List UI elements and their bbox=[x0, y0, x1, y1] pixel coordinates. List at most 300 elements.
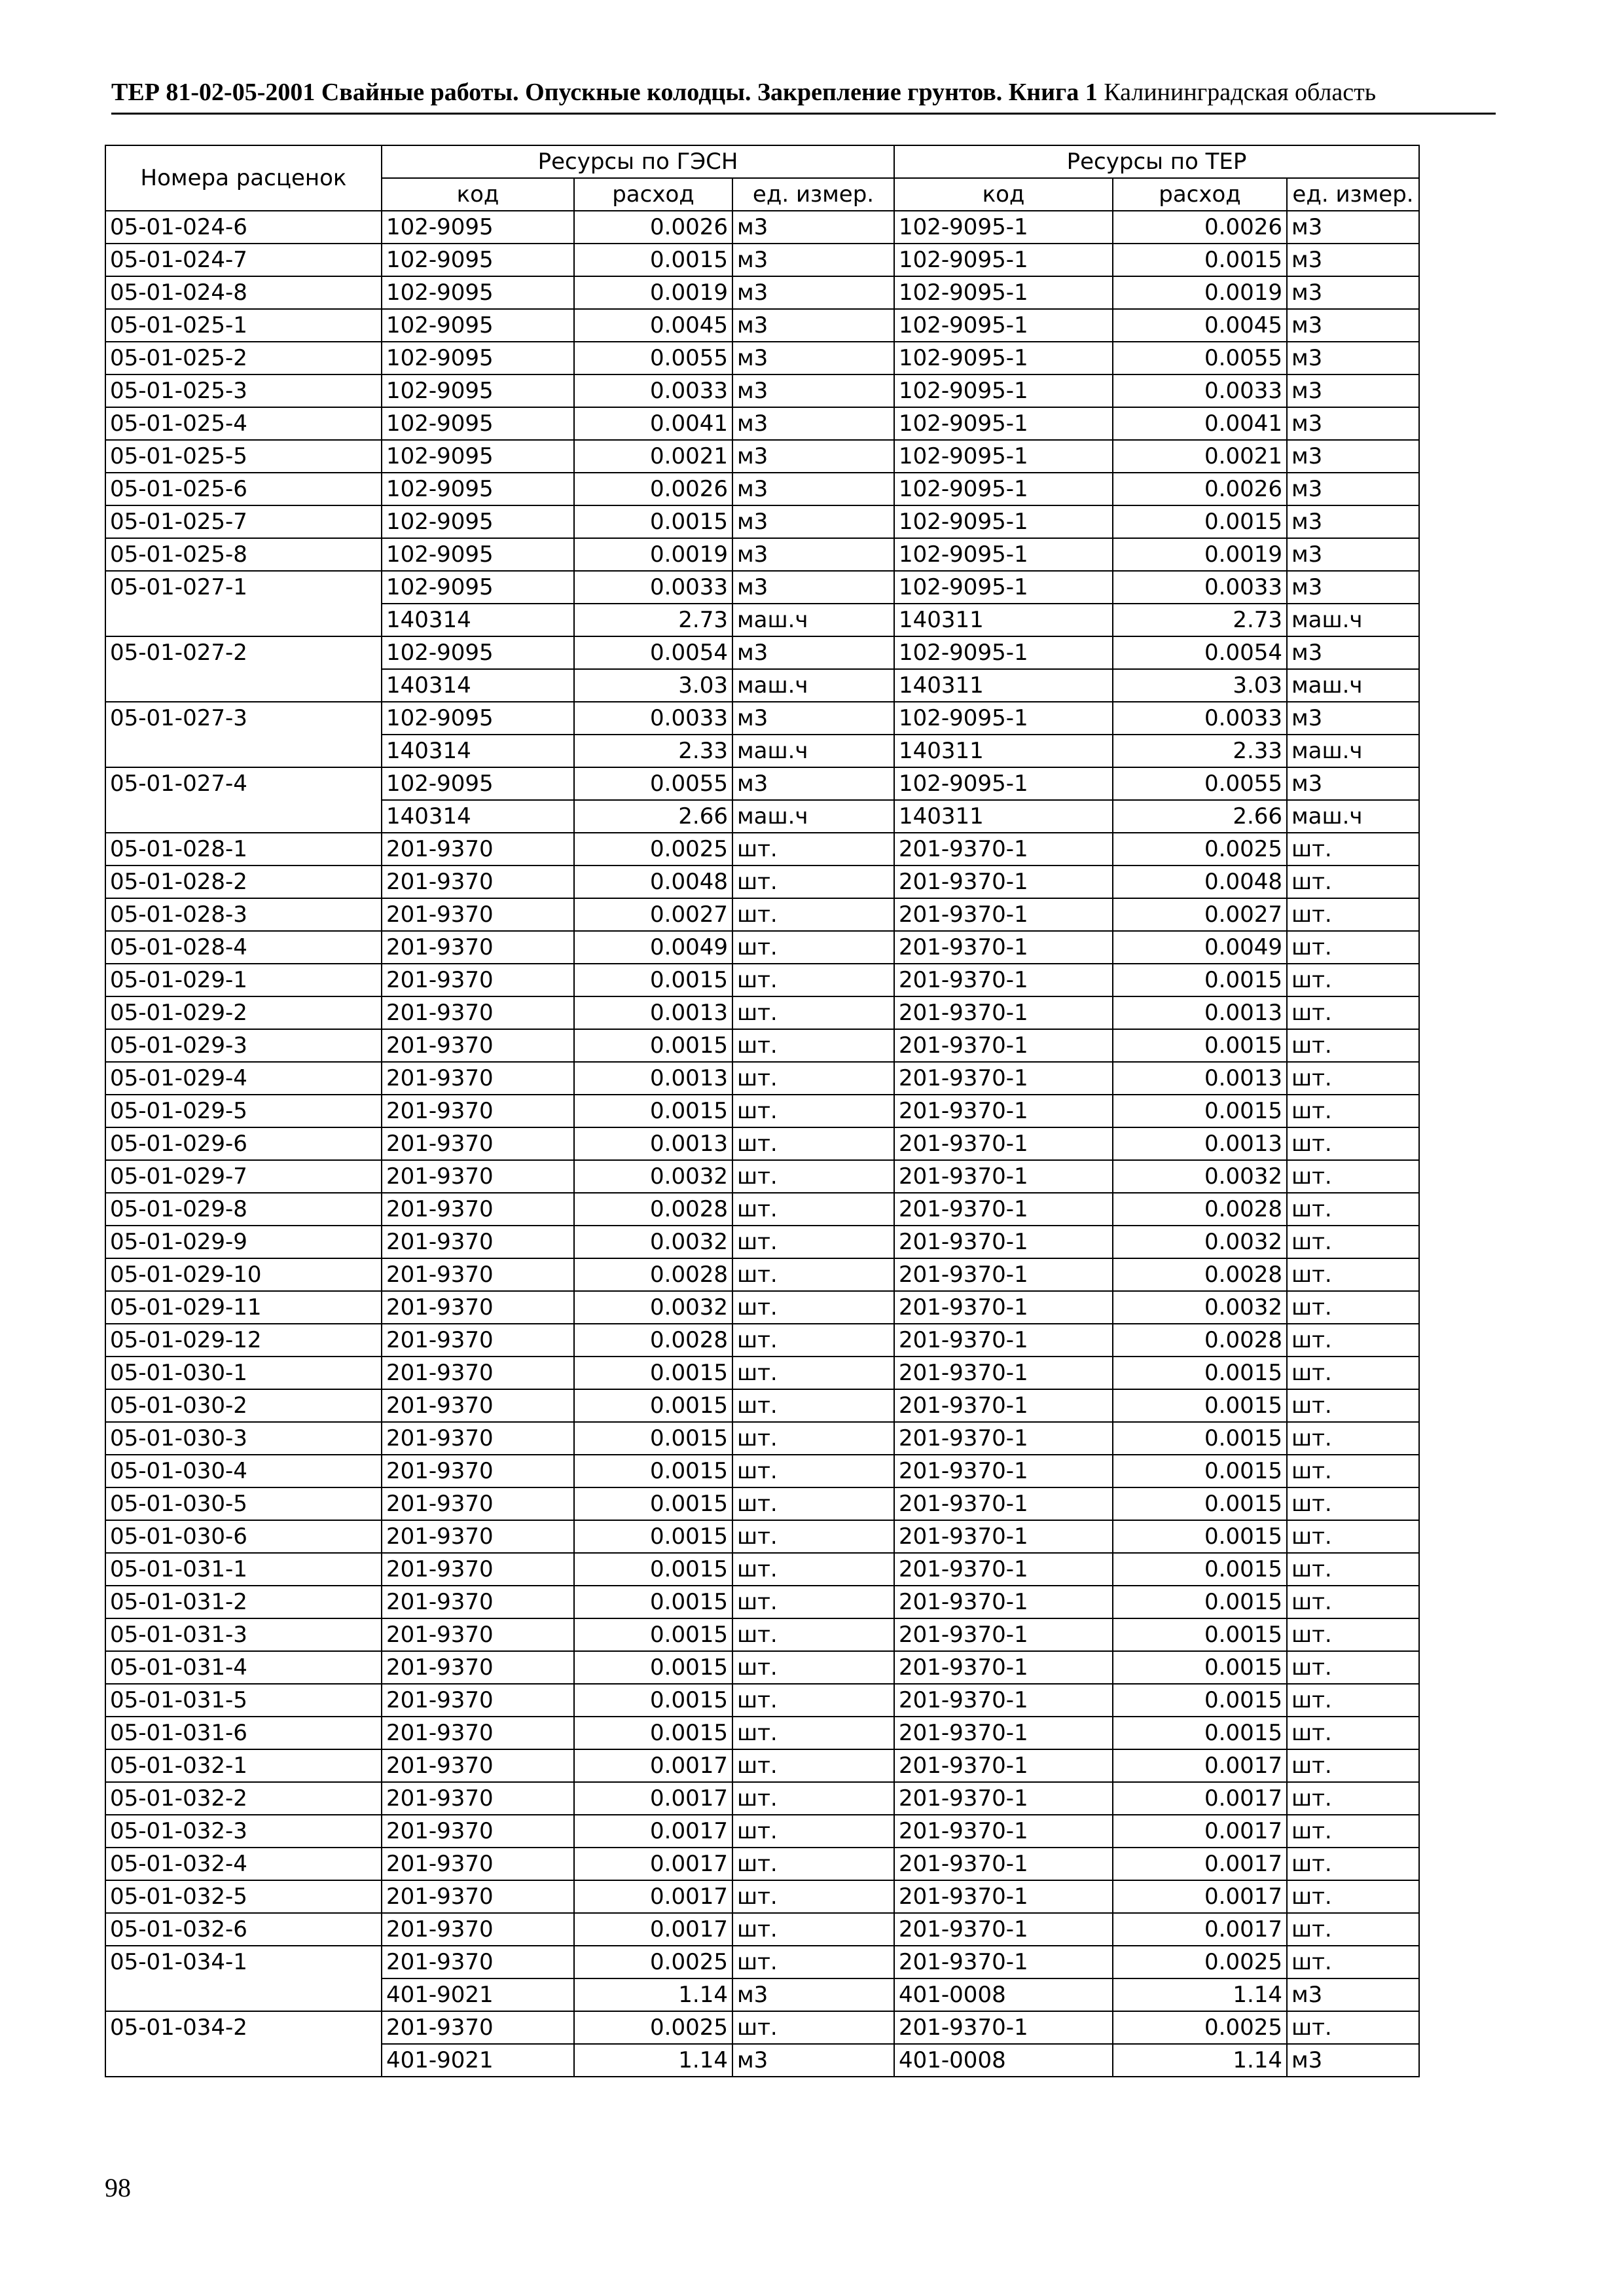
table-row bbox=[105, 1586, 1419, 1618]
ter-rate-cell: 0.0025 bbox=[1113, 1946, 1287, 1978]
ter-rate-cell: 0.0054 bbox=[1113, 636, 1287, 669]
gesn-unit-cell: шт. bbox=[732, 1946, 894, 1978]
gesn-rate-cell: 2.66 bbox=[574, 800, 732, 833]
ter-code-cell: 102-9095-1 bbox=[894, 407, 1113, 440]
gesn-code-cell: 102-9095 bbox=[382, 309, 574, 342]
table-row bbox=[105, 1749, 1419, 1782]
gesn-rate-cell: 0.0032 bbox=[574, 1160, 732, 1193]
ter-unit-cell: шт. bbox=[1287, 1455, 1419, 1487]
rate-number-cell: 05-01-027-4 bbox=[105, 767, 382, 833]
gesn-unit-cell: шт. bbox=[732, 1913, 894, 1946]
gesn-code-cell: 102-9095 bbox=[382, 702, 574, 735]
page-number: 98 bbox=[105, 2173, 131, 2202]
gesn-code-cell: 201-9370 bbox=[382, 1324, 574, 1357]
gesn-unit-cell: маш.ч bbox=[732, 735, 894, 767]
gesn-unit-cell: м3 bbox=[732, 244, 894, 276]
ter-unit-cell: шт. bbox=[1287, 1029, 1419, 1062]
ter-unit-cell: шт. bbox=[1287, 931, 1419, 964]
gesn-rate-cell: 0.0015 bbox=[574, 1717, 732, 1749]
ter-rate-cell: 0.0017 bbox=[1113, 1782, 1287, 1815]
ter-rate-cell: 0.0015 bbox=[1113, 1455, 1287, 1487]
rate-number-cell: 05-01-029-6 bbox=[105, 1127, 382, 1160]
ter-rate-cell: 0.0013 bbox=[1113, 1062, 1287, 1095]
gesn-unit-cell: м3 bbox=[732, 1978, 894, 2011]
rate-number-cell: 05-01-024-6 bbox=[105, 211, 382, 244]
ter-code-cell: 201-9370-1 bbox=[894, 866, 1113, 898]
gesn-unit-cell: шт. bbox=[732, 1324, 894, 1357]
gesn-code-cell: 201-9370 bbox=[382, 1455, 574, 1487]
ter-unit-cell: м3 bbox=[1287, 571, 1419, 604]
gesn-code-cell: 201-9370 bbox=[382, 866, 574, 898]
gesn-rate-cell: 0.0025 bbox=[574, 2011, 732, 2044]
table-row bbox=[105, 1127, 1419, 1160]
ter-rate-cell: 0.0015 bbox=[1113, 1357, 1287, 1389]
rate-number-cell: 05-01-031-6 bbox=[105, 1717, 382, 1749]
gesn-code-cell: 102-9095 bbox=[382, 505, 574, 538]
ter-code-cell: 201-9370-1 bbox=[894, 931, 1113, 964]
ter-code-cell: 201-9370-1 bbox=[894, 964, 1113, 996]
ter-unit-cell: м3 bbox=[1287, 538, 1419, 571]
table-row bbox=[105, 767, 1419, 800]
table-row bbox=[105, 309, 1419, 342]
ter-rate-cell: 0.0015 bbox=[1113, 1717, 1287, 1749]
ter-code-cell: 102-9095-1 bbox=[894, 505, 1113, 538]
gesn-rate-cell: 0.0055 bbox=[574, 767, 732, 800]
sub-header-rate: расход bbox=[1113, 178, 1287, 211]
gesn-unit-cell: шт. bbox=[732, 1422, 894, 1455]
ter-code-cell: 201-9370-1 bbox=[894, 1357, 1113, 1389]
table-row bbox=[105, 374, 1419, 407]
rate-number-cell: 05-01-031-3 bbox=[105, 1618, 382, 1651]
gesn-unit-cell: шт. bbox=[732, 1389, 894, 1422]
ter-code-cell: 102-9095-1 bbox=[894, 244, 1113, 276]
table-row bbox=[105, 898, 1419, 931]
ter-unit-cell: м3 bbox=[1287, 244, 1419, 276]
gesn-rate-cell: 0.0015 bbox=[574, 244, 732, 276]
header-rule bbox=[111, 113, 1496, 115]
ter-unit-cell: м3 bbox=[1287, 505, 1419, 538]
gesn-rate-cell: 0.0017 bbox=[574, 1913, 732, 1946]
gesn-unit-cell: шт. bbox=[732, 1520, 894, 1553]
ter-rate-cell: 0.0033 bbox=[1113, 702, 1287, 735]
gesn-rate-cell: 0.0028 bbox=[574, 1193, 732, 1226]
rate-number-cell: 05-01-032-1 bbox=[105, 1749, 382, 1782]
rate-number-cell: 05-01-031-2 bbox=[105, 1586, 382, 1618]
gesn-code-cell: 102-9095 bbox=[382, 244, 574, 276]
ter-unit-cell: шт. bbox=[1287, 1389, 1419, 1422]
gesn-rate-cell: 0.0015 bbox=[574, 1487, 732, 1520]
ter-code-cell: 102-9095-1 bbox=[894, 538, 1113, 571]
rate-number-cell: 05-01-024-8 bbox=[105, 276, 382, 309]
gesn-unit-cell: шт. bbox=[732, 833, 894, 866]
table-row bbox=[105, 276, 1419, 309]
ter-code-cell: 201-9370-1 bbox=[894, 1880, 1113, 1913]
gesn-unit-cell: маш.ч bbox=[732, 604, 894, 636]
ter-rate-cell: 0.0033 bbox=[1113, 571, 1287, 604]
gesn-unit-cell: м3 bbox=[732, 767, 894, 800]
gesn-code-cell: 102-9095 bbox=[382, 767, 574, 800]
gesn-code-cell: 201-9370 bbox=[382, 1226, 574, 1258]
gesn-unit-cell: м3 bbox=[732, 276, 894, 309]
ter-code-cell: 201-9370-1 bbox=[894, 1520, 1113, 1553]
table-row bbox=[105, 538, 1419, 571]
ter-unit-cell: шт. bbox=[1287, 866, 1419, 898]
ter-code-cell: 102-9095-1 bbox=[894, 211, 1113, 244]
gesn-code-cell: 201-9370 bbox=[382, 1717, 574, 1749]
gesn-rate-cell: 0.0049 bbox=[574, 931, 732, 964]
ter-code-cell: 201-9370-1 bbox=[894, 1258, 1113, 1291]
ter-rate-cell: 0.0055 bbox=[1113, 342, 1287, 374]
ter-rate-cell: 0.0041 bbox=[1113, 407, 1287, 440]
table-row bbox=[105, 1913, 1419, 1946]
gesn-code-cell: 102-9095 bbox=[382, 636, 574, 669]
table-row bbox=[105, 473, 1419, 505]
rate-number-cell: 05-01-025-3 bbox=[105, 374, 382, 407]
ter-unit-cell: м3 bbox=[1287, 276, 1419, 309]
rate-number-cell: 05-01-028-3 bbox=[105, 898, 382, 931]
ter-code-cell: 201-9370-1 bbox=[894, 1815, 1113, 1848]
rate-number-cell: 05-01-029-1 bbox=[105, 964, 382, 996]
ter-code-cell: 102-9095-1 bbox=[894, 309, 1113, 342]
gesn-rate-cell: 0.0017 bbox=[574, 1782, 732, 1815]
table-row bbox=[105, 1487, 1419, 1520]
ter-unit-cell: шт. bbox=[1287, 2011, 1419, 2044]
sub-header-code: код bbox=[894, 178, 1113, 211]
gesn-unit-cell: шт. bbox=[732, 1029, 894, 1062]
gesn-rate-cell: 0.0015 bbox=[574, 1651, 732, 1684]
ter-code-cell: 102-9095-1 bbox=[894, 702, 1113, 735]
gesn-rate-cell: 0.0045 bbox=[574, 309, 732, 342]
table-row bbox=[105, 1618, 1419, 1651]
table-row bbox=[105, 1717, 1419, 1749]
rate-number-cell: 05-01-025-8 bbox=[105, 538, 382, 571]
sub-header-unit: ед. измер. bbox=[1287, 178, 1419, 211]
gesn-code-cell: 201-9370 bbox=[382, 1815, 574, 1848]
rate-number-cell: 05-01-025-2 bbox=[105, 342, 382, 374]
ter-unit-cell: шт. bbox=[1287, 1193, 1419, 1226]
rate-number-cell: 05-01-030-2 bbox=[105, 1389, 382, 1422]
ter-rate-cell: 0.0015 bbox=[1113, 1095, 1287, 1127]
ter-rate-cell: 0.0015 bbox=[1113, 1553, 1287, 1586]
ter-code-cell: 102-9095-1 bbox=[894, 342, 1113, 374]
ter-unit-cell: шт. bbox=[1287, 1553, 1419, 1586]
gesn-unit-cell: шт. bbox=[732, 1455, 894, 1487]
ter-unit-cell: м3 bbox=[1287, 702, 1419, 735]
ter-code-cell: 102-9095-1 bbox=[894, 440, 1113, 473]
ter-code-cell: 201-9370-1 bbox=[894, 1782, 1113, 1815]
ter-unit-cell: шт. bbox=[1287, 1880, 1419, 1913]
ter-unit-cell: шт. bbox=[1287, 1095, 1419, 1127]
gesn-rate-cell: 2.33 bbox=[574, 735, 732, 767]
ter-rate-cell: 0.0017 bbox=[1113, 1749, 1287, 1782]
gesn-rate-cell: 0.0015 bbox=[574, 1618, 732, 1651]
ter-unit-cell: м3 bbox=[1287, 2044, 1419, 2077]
gesn-unit-cell: м3 bbox=[732, 309, 894, 342]
ter-rate-cell: 0.0033 bbox=[1113, 374, 1287, 407]
gesn-code-cell: 201-9370 bbox=[382, 1880, 574, 1913]
ter-rate-cell: 0.0015 bbox=[1113, 505, 1287, 538]
rates-table bbox=[105, 145, 1420, 2077]
ter-unit-cell: шт. bbox=[1287, 1422, 1419, 1455]
ter-rate-cell: 0.0026 bbox=[1113, 473, 1287, 505]
ter-code-cell: 201-9370-1 bbox=[894, 1586, 1113, 1618]
gesn-code-cell: 201-9370 bbox=[382, 996, 574, 1029]
ter-code-cell: 201-9370-1 bbox=[894, 1618, 1113, 1651]
gesn-code-cell: 201-9370 bbox=[382, 898, 574, 931]
gesn-rate-cell: 0.0033 bbox=[574, 702, 732, 735]
gesn-code-cell: 201-9370 bbox=[382, 1749, 574, 1782]
ter-unit-cell: шт. bbox=[1287, 1717, 1419, 1749]
gesn-rate-cell: 0.0015 bbox=[574, 1357, 732, 1389]
ter-code-cell: 201-9370-1 bbox=[894, 1749, 1113, 1782]
gesn-code-cell: 201-9370 bbox=[382, 1095, 574, 1127]
ter-rate-cell: 0.0017 bbox=[1113, 1880, 1287, 1913]
ter-code-cell: 201-9370-1 bbox=[894, 1487, 1113, 1520]
ter-code-cell: 201-9370-1 bbox=[894, 898, 1113, 931]
rates-table-body bbox=[105, 211, 1419, 2077]
table-row bbox=[105, 1389, 1419, 1422]
gesn-rate-cell: 0.0054 bbox=[574, 636, 732, 669]
ter-code-cell: 201-9370-1 bbox=[894, 1848, 1113, 1880]
ter-code-cell: 201-9370-1 bbox=[894, 1226, 1113, 1258]
ter-code-cell: 102-9095-1 bbox=[894, 276, 1113, 309]
ter-code-cell: 201-9370-1 bbox=[894, 1684, 1113, 1717]
table-row bbox=[105, 702, 1419, 735]
gesn-rate-cell: 0.0015 bbox=[574, 964, 732, 996]
gesn-code-cell: 401-9021 bbox=[382, 1978, 574, 2011]
ter-rate-cell: 0.0025 bbox=[1113, 2011, 1287, 2044]
ter-code-cell: 201-9370-1 bbox=[894, 996, 1113, 1029]
gesn-unit-cell: м3 bbox=[732, 440, 894, 473]
gesn-rate-cell: 0.0028 bbox=[574, 1258, 732, 1291]
gesn-code-cell: 102-9095 bbox=[382, 440, 574, 473]
gesn-rate-cell: 0.0033 bbox=[574, 571, 732, 604]
gesn-code-cell: 201-9370 bbox=[382, 1193, 574, 1226]
ter-rate-cell: 0.0049 bbox=[1113, 931, 1287, 964]
gesn-unit-cell: шт. bbox=[732, 1258, 894, 1291]
gesn-rate-cell: 0.0017 bbox=[574, 1815, 732, 1848]
ter-rate-cell: 1.14 bbox=[1113, 1978, 1287, 2011]
gesn-unit-cell: шт. bbox=[732, 1553, 894, 1586]
ter-unit-cell: м3 bbox=[1287, 407, 1419, 440]
gesn-code-cell: 140314 bbox=[382, 735, 574, 767]
ter-rate-cell: 0.0019 bbox=[1113, 538, 1287, 571]
ter-unit-cell: шт. bbox=[1287, 1815, 1419, 1848]
ter-rate-cell: 0.0015 bbox=[1113, 1389, 1287, 1422]
table-row bbox=[105, 636, 1419, 669]
ter-rate-cell: 1.14 bbox=[1113, 2044, 1287, 2077]
ter-rate-cell: 0.0015 bbox=[1113, 1618, 1287, 1651]
group-gesn-header: Ресурсы по ГЭСН bbox=[382, 145, 894, 178]
gesn-rate-cell: 0.0015 bbox=[574, 1553, 732, 1586]
rate-number-cell: 05-01-025-4 bbox=[105, 407, 382, 440]
ter-code-cell: 201-9370-1 bbox=[894, 1095, 1113, 1127]
table-row bbox=[105, 996, 1419, 1029]
gesn-code-cell: 201-9370 bbox=[382, 1062, 574, 1095]
gesn-code-cell: 102-9095 bbox=[382, 571, 574, 604]
sub-header-rate: расход bbox=[574, 178, 732, 211]
gesn-unit-cell: шт. bbox=[732, 898, 894, 931]
gesn-code-cell: 201-9370 bbox=[382, 1487, 574, 1520]
gesn-code-cell: 201-9370 bbox=[382, 1422, 574, 1455]
ter-code-cell: 140311 bbox=[894, 604, 1113, 636]
rate-number-cell: 05-01-025-6 bbox=[105, 473, 382, 505]
rate-number-cell: 05-01-030-5 bbox=[105, 1487, 382, 1520]
gesn-code-cell: 201-9370 bbox=[382, 964, 574, 996]
gesn-rate-cell: 0.0026 bbox=[574, 473, 732, 505]
table-row bbox=[105, 1226, 1419, 1258]
gesn-rate-cell: 0.0017 bbox=[574, 1880, 732, 1913]
table-row bbox=[105, 866, 1419, 898]
ter-code-cell: 201-9370-1 bbox=[894, 1291, 1113, 1324]
table-row bbox=[105, 2011, 1419, 2044]
gesn-code-cell: 201-9370 bbox=[382, 1520, 574, 1553]
gesn-unit-cell: м3 bbox=[732, 636, 894, 669]
gesn-unit-cell: шт. bbox=[732, 866, 894, 898]
ter-unit-cell: шт. bbox=[1287, 1226, 1419, 1258]
ter-unit-cell: шт. bbox=[1287, 1651, 1419, 1684]
gesn-rate-cell: 0.0026 bbox=[574, 211, 732, 244]
ter-unit-cell: м3 bbox=[1287, 342, 1419, 374]
gesn-unit-cell: шт. bbox=[732, 1291, 894, 1324]
gesn-unit-cell: м3 bbox=[732, 211, 894, 244]
ter-rate-cell: 0.0032 bbox=[1113, 1160, 1287, 1193]
gesn-rate-cell: 0.0015 bbox=[574, 1029, 732, 1062]
ter-rate-cell: 0.0048 bbox=[1113, 866, 1287, 898]
gesn-rate-cell: 0.0015 bbox=[574, 1684, 732, 1717]
table-row bbox=[105, 1357, 1419, 1389]
gesn-unit-cell: шт. bbox=[732, 1226, 894, 1258]
gesn-code-cell: 201-9370 bbox=[382, 931, 574, 964]
gesn-unit-cell: м3 bbox=[732, 2044, 894, 2077]
rate-number-cell: 05-01-031-4 bbox=[105, 1651, 382, 1684]
gesn-rate-cell: 0.0019 bbox=[574, 538, 732, 571]
table-row bbox=[105, 1946, 1419, 1978]
gesn-rate-cell: 0.0015 bbox=[574, 1422, 732, 1455]
gesn-rate-cell: 0.0015 bbox=[574, 1095, 732, 1127]
gesn-rate-cell: 0.0025 bbox=[574, 833, 732, 866]
table-row bbox=[105, 1324, 1419, 1357]
gesn-rate-cell: 0.0017 bbox=[574, 1848, 732, 1880]
gesn-code-cell: 201-9370 bbox=[382, 1357, 574, 1389]
ter-code-cell: 201-9370-1 bbox=[894, 1324, 1113, 1357]
gesn-unit-cell: шт. bbox=[732, 1127, 894, 1160]
gesn-code-cell: 201-9370 bbox=[382, 1389, 574, 1422]
table-row bbox=[105, 1291, 1419, 1324]
gesn-code-cell: 201-9370 bbox=[382, 1946, 574, 1978]
gesn-unit-cell: шт. bbox=[732, 1487, 894, 1520]
rate-number-cell: 05-01-029-12 bbox=[105, 1324, 382, 1357]
ter-code-cell: 201-9370-1 bbox=[894, 1160, 1113, 1193]
ter-unit-cell: маш.ч bbox=[1287, 735, 1419, 767]
ter-code-cell: 201-9370-1 bbox=[894, 1127, 1113, 1160]
table-row bbox=[105, 1095, 1419, 1127]
gesn-rate-cell: 0.0015 bbox=[574, 1586, 732, 1618]
gesn-unit-cell: шт. bbox=[732, 1618, 894, 1651]
gesn-rate-cell: 0.0013 bbox=[574, 996, 732, 1029]
rate-number-cell: 05-01-029-8 bbox=[105, 1193, 382, 1226]
rate-number-cell: 05-01-029-7 bbox=[105, 1160, 382, 1193]
gesn-code-cell: 201-9370 bbox=[382, 1913, 574, 1946]
gesn-unit-cell: шт. bbox=[732, 1062, 894, 1095]
rate-number-cell: 05-01-032-6 bbox=[105, 1913, 382, 1946]
ter-unit-cell: м3 bbox=[1287, 309, 1419, 342]
ter-unit-cell: шт. bbox=[1287, 1127, 1419, 1160]
sub-header-unit: ед. измер. bbox=[732, 178, 894, 211]
ter-code-cell: 201-9370-1 bbox=[894, 1422, 1113, 1455]
ter-unit-cell: шт. bbox=[1287, 1487, 1419, 1520]
ter-code-cell: 201-9370-1 bbox=[894, 1913, 1113, 1946]
gesn-rate-cell: 0.0021 bbox=[574, 440, 732, 473]
table-row bbox=[105, 211, 1419, 244]
rate-number-cell: 05-01-029-5 bbox=[105, 1095, 382, 1127]
rate-number-cell: 05-01-030-1 bbox=[105, 1357, 382, 1389]
gesn-unit-cell: м3 bbox=[732, 374, 894, 407]
gesn-unit-cell: шт. bbox=[732, 1848, 894, 1880]
gesn-rate-cell: 0.0032 bbox=[574, 1291, 732, 1324]
ter-code-cell: 102-9095-1 bbox=[894, 571, 1113, 604]
table-row bbox=[105, 1160, 1419, 1193]
gesn-rate-cell: 1.14 bbox=[574, 1978, 732, 2011]
gesn-unit-cell: шт. bbox=[732, 931, 894, 964]
ter-unit-cell: шт. bbox=[1287, 1749, 1419, 1782]
gesn-code-cell: 102-9095 bbox=[382, 407, 574, 440]
gesn-unit-cell: м3 bbox=[732, 407, 894, 440]
ter-code-cell: 102-9095-1 bbox=[894, 636, 1113, 669]
ter-rate-cell: 0.0015 bbox=[1113, 1487, 1287, 1520]
ter-unit-cell: шт. bbox=[1287, 833, 1419, 866]
ter-rate-cell: 0.0015 bbox=[1113, 964, 1287, 996]
ter-unit-cell: шт. bbox=[1287, 1160, 1419, 1193]
rate-number-cell: 05-01-032-2 bbox=[105, 1782, 382, 1815]
gesn-rate-cell: 0.0017 bbox=[574, 1749, 732, 1782]
gesn-rate-cell: 3.03 bbox=[574, 669, 732, 702]
rate-number-cell: 05-01-029-3 bbox=[105, 1029, 382, 1062]
gesn-rate-cell: 0.0015 bbox=[574, 1455, 732, 1487]
ter-rate-cell: 0.0017 bbox=[1113, 1913, 1287, 1946]
gesn-code-cell: 102-9095 bbox=[382, 211, 574, 244]
ter-code-cell: 140311 bbox=[894, 800, 1113, 833]
rate-number-cell: 05-01-025-7 bbox=[105, 505, 382, 538]
gesn-code-cell: 201-9370 bbox=[382, 1848, 574, 1880]
table-row bbox=[105, 440, 1419, 473]
ter-rate-cell: 2.73 bbox=[1113, 604, 1287, 636]
ter-rate-cell: 0.0032 bbox=[1113, 1291, 1287, 1324]
rate-number-cell: 05-01-025-1 bbox=[105, 309, 382, 342]
col-rate-header: Номера расценок bbox=[105, 145, 382, 211]
ter-unit-cell: шт. bbox=[1287, 1258, 1419, 1291]
table-row bbox=[105, 1815, 1419, 1848]
table-row bbox=[105, 1848, 1419, 1880]
gesn-unit-cell: м3 bbox=[732, 702, 894, 735]
ter-rate-cell: 0.0013 bbox=[1113, 1127, 1287, 1160]
rate-number-cell: 05-01-030-3 bbox=[105, 1422, 382, 1455]
gesn-code-cell: 140314 bbox=[382, 800, 574, 833]
gesn-code-cell: 201-9370 bbox=[382, 1258, 574, 1291]
gesn-unit-cell: маш.ч bbox=[732, 669, 894, 702]
table-row bbox=[105, 407, 1419, 440]
gesn-unit-cell: шт. bbox=[732, 1815, 894, 1848]
gesn-unit-cell: м3 bbox=[732, 571, 894, 604]
gesn-code-cell: 102-9095 bbox=[382, 538, 574, 571]
ter-rate-cell: 0.0028 bbox=[1113, 1193, 1287, 1226]
ter-unit-cell: шт. bbox=[1287, 1062, 1419, 1095]
rate-number-cell: 05-01-027-3 bbox=[105, 702, 382, 767]
gesn-code-cell: 201-9370 bbox=[382, 1127, 574, 1160]
ter-code-cell: 102-9095-1 bbox=[894, 767, 1113, 800]
ter-code-cell: 201-9370-1 bbox=[894, 1389, 1113, 1422]
gesn-rate-cell: 0.0032 bbox=[574, 1226, 732, 1258]
